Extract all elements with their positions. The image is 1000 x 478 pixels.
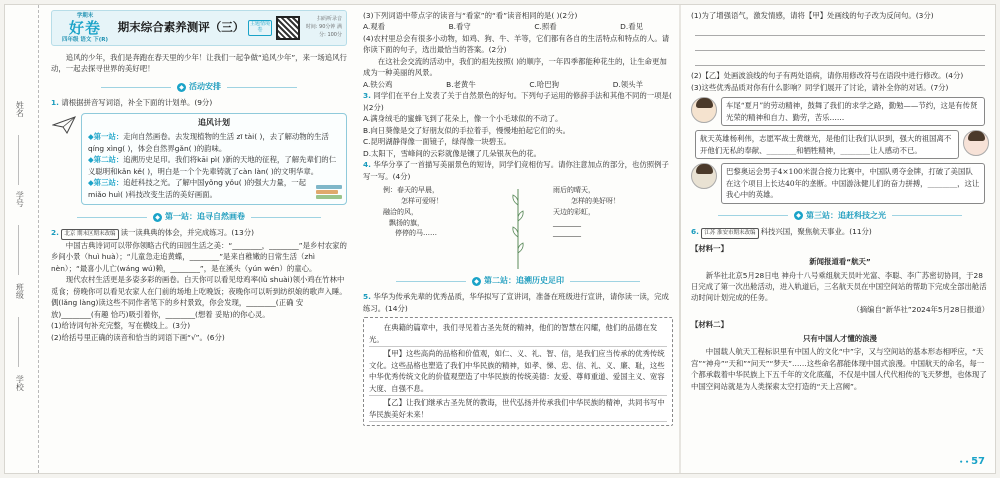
exam-header: [51, 10, 347, 46]
student-avatar-icon: [963, 130, 989, 156]
speech-paragraph: 【甲】这些高尚的品格和价值观，如仁、义、礼、智、信，是我们应当传承的优秀传统文化。这些品格也塑造了我们中华民族的精神，如孝、悌、忠、信、礼、义、廉、耻，这些中华优秀传统文化的价值观塑造了中华民族的传统美德：友爱、尊师重道、爱国主义、宽容大度、自强不息。: [369, 347, 667, 396]
binding-label-class: 班级: [15, 283, 25, 299]
poem-line: 例：春天的早晨，: [383, 186, 439, 195]
poem-line: 停停的马……: [395, 229, 437, 238]
question-4: [363, 159, 673, 182]
material-text: 新华社北京5月28日电 神舟十八号乘组航天员叶光富、李聪、李广苏密切协同，于28日完成了第一次出舱活动，进入轨道后，三名航天员在中国空间站的帮助下完成全部出舱活动时间计划完成的任务。: [691, 270, 987, 303]
option[interactable]: D.看见: [620, 22, 643, 32]
binding-line: [18, 317, 19, 367]
option[interactable]: B.老黄牛: [446, 79, 476, 89]
answer-line[interactable]: [695, 36, 985, 51]
question-stem: 华华为传承先辈的优秀品质，华华拟写了宣讲词，准备在班级进行宣讲，请你读一读，完成练习。(14分): [363, 292, 669, 313]
bullet-icon: ◆: [177, 83, 186, 92]
chat-row-1: [691, 97, 989, 126]
quote-text: 在这社会交流的活动中，我们的祖先按照( )的顺序，一年四季都能种花生的，让生命更加成为一种美丽的风景。: [363, 56, 667, 78]
book-icon: [316, 185, 342, 189]
stop-tag: ◆第三站：: [88, 178, 124, 188]
binding-label-id: 学号: [15, 191, 25, 207]
source-badge: 北京 期末区期末改编: [61, 229, 118, 240]
exam-sheet: [4, 4, 996, 474]
station-title: 活动安排: [189, 81, 221, 91]
speech-bubble: 车尾“夏月”的劳动精神，鼓舞了我们的求学之路，勤勉——节约，这是有传贤光荣的精神和自力、勤劳，苦乐……: [721, 97, 985, 126]
book-icon: [316, 195, 342, 199]
binding-line: [18, 225, 19, 275]
theme-stamp: 主题情境卷: [248, 20, 272, 36]
qr-caption: 扫码听录音: [316, 16, 342, 23]
chat-row-2: [691, 130, 989, 159]
options-row: [363, 21, 673, 32]
material-one: [691, 243, 989, 316]
page-number: • • 57: [959, 454, 985, 470]
left-column: [45, 5, 351, 473]
source-badge: 江苏 淮安市期末改编: [701, 228, 758, 239]
answer-line[interactable]: [695, 21, 985, 36]
question-number: 4.: [363, 160, 371, 170]
poem-line: 怎样的美好呀！: [571, 196, 620, 205]
plan-stop-1: [88, 131, 340, 154]
chat-row-3: [691, 163, 989, 203]
sub-question: (1)给诗词句补充完整，写在横线上。(3分): [51, 321, 191, 331]
question-6: [691, 226, 989, 239]
poem-line: 天边的彩虹，: [553, 207, 595, 216]
station-title: 第一站：追寻自然画卷: [165, 212, 245, 221]
speech-box: [363, 317, 673, 426]
qr-code-icon[interactable]: [276, 16, 300, 40]
question-1: [51, 97, 347, 108]
option[interactable]: C.哈巴狗: [529, 79, 560, 89]
bullet-icon: ◆: [472, 277, 481, 286]
sub-question: (1)为了增强语气，激发情感，请将【甲】处画线的句子改为反问句。(3分): [691, 11, 934, 20]
books-illustration: [316, 184, 342, 202]
paper-plane-icon: [52, 116, 76, 134]
option[interactable]: B.看守: [448, 22, 471, 32]
book-icon: [316, 190, 338, 194]
poem-line: 雨后的晴天，: [553, 186, 595, 195]
student-avatar-icon: [691, 163, 717, 189]
poem-blank[interactable]: ________: [553, 229, 581, 238]
material-title: 新闻报道看“航天”: [809, 257, 871, 267]
option[interactable]: A.满身绒毛的蜜蜂飞到了花朵上，像一个小毛球似的不动了。: [363, 114, 563, 124]
logo-text: 好卷: [68, 18, 101, 37]
plan-title: 追风计划: [198, 117, 230, 127]
question-5: [363, 291, 673, 314]
sprout-divider-icon: [511, 185, 525, 269]
example-poem: [383, 185, 443, 239]
binding-label-school: 学校: [15, 375, 25, 391]
student-poem: [553, 185, 620, 239]
material-title: 只有中国人才懂的浪漫: [803, 333, 877, 343]
station-title: 第二站：追溯历史足印: [484, 276, 564, 286]
page-spine: [679, 5, 681, 473]
poem-line: 怎样可爱呀！: [401, 196, 443, 205]
plan-card: [81, 113, 347, 205]
speech-bubble[interactable]: 巴黎奥运会男子4×100米混合接力比赛中，中国队勇夺金牌，打破了美国队在这个项目上长达40年的垄断。中国游泳健儿们的奋力拼搏，________，这让我心中的英雄。: [721, 163, 985, 203]
logo-sub: 四年级 语文 下(R): [61, 36, 109, 43]
sub-question: (2)【乙】处画波浪线的句子有两处语病，请你用修改符号在语段中进行修改。(4分): [691, 71, 964, 81]
bullet-icon: ◆: [794, 211, 803, 220]
material-label: 【材料一】: [691, 243, 728, 253]
question-2: [51, 227, 347, 240]
question-number: 2.: [51, 228, 59, 238]
option[interactable]: D.太阳下，雪峰间的云彩就像是镶了几朵银灰色的花。: [363, 148, 542, 158]
options-row: [363, 79, 673, 90]
sub-question: (2)给括号里正确的读音和恰当的词语下画“√”。(6分): [51, 332, 225, 342]
material-text: 中国载人航天工程标识里有中国人的文化“中”字，又与空间站的基本形态相呼应，“天宫”“神舟”“天和”“问天”“梦天”……这些命名都能体现中国式浪漫。中国航天的命名，每一个都承载着中华民族上下五千年的文化底蕴，不仅是中国人代代相传的飞天梦想，也体现了中国空间站就是为人类探索太空打造的“天上宫阙”。: [691, 347, 987, 391]
station-header-activity: [51, 81, 347, 93]
exam-meta: [300, 16, 342, 39]
question-stem: 华华分享了一首描写美丽景色的短诗，同学们竞相仿写。请你注意加点的部分，也仿照例子写一写。(4分): [363, 160, 669, 181]
option[interactable]: D.领头羊: [612, 79, 643, 89]
stop-text: 追溯历史足印。我们将kāi pì( )新的天地的征程，了解先辈们的仁义聪明和kǎn kě( )，明白是一个个先辈铸就了càn làn( )的文明华章。: [88, 155, 337, 176]
question-stem: 请根据拼音写词语，补全下面的计划单。(9分): [61, 98, 213, 108]
time-score: 时间: 90分钟 满分: 100分: [305, 24, 342, 38]
binding-line: [18, 135, 19, 185]
passage-paragraph: 中国古典诗词可以带你领略古代的田园生活之美：“________，________”是乡村农家的乡间小景（huì huà）；“儿童急走追黄蝶，________”是来自稚嫩的日常生活（zhì nèn）；“最喜小儿亡(wáng wú)赖，________”，是在溪头（yún wén）的童心。: [51, 240, 347, 273]
bullet-icon: ◆: [153, 213, 162, 222]
speech-paragraph: 在典籍的篇章中，我们寻见着古圣先贤的精神，他们的智慧在闪耀，他们的品德在发光。: [369, 321, 667, 347]
option[interactable]: B.向日葵像是交了好朋友似的手拉着手，慢慢地拍起它们的头。: [363, 125, 570, 135]
binding-margin: [5, 5, 39, 473]
middle-column: [357, 5, 677, 473]
material-two: [691, 319, 989, 392]
option[interactable]: C.昆明湖静得像一面镜子，绿得像一块碧玉。: [363, 137, 511, 147]
student-avatar-icon: [691, 97, 717, 123]
option[interactable]: A.观看: [363, 22, 386, 32]
stop-text: 走向自然画卷。去发现植物的生活 zī tài( )，去了解动物的生活 qíng xìng( )，体会自然界ɡǎn( )的韵味。: [88, 132, 329, 153]
answer-line[interactable]: [695, 51, 985, 66]
stop-text: 追赶科技之光。了解中国yǒng yǒu( )的强大力量，一起miǎo huì( )科技改变生活的美好画面。: [88, 178, 306, 199]
option[interactable]: C.照看: [534, 22, 557, 32]
question-3: [363, 90, 673, 113]
speech-bubble[interactable]: 航天英雄杨利伟，志愿军战士黄继光，是他们让我们认识到，强大的祖国离不开他们无私的奉献、________和牺牲精神，________让人感动不已。: [695, 130, 959, 159]
passage-paragraph: 现代农村生活更是多姿多彩的画卷。白天你可以看见母鸡率(lǜ shuài)领小鸡在竹林中觅食；傍晚你可以看见农家人在门前的场地上吃晚饭；夜晚你可以听到纺织娘的歌声入睡。偶(lǎng làng)读这些不同作者笔下的乡村景致，你会发现，________(正确 安放)________(有趣 恰巧)吸引着你，________(想着 妥贴)的你心灵。: [51, 275, 347, 319]
question-number: 5.: [363, 292, 371, 302]
poem-line: 飘扬的旗，: [389, 218, 424, 227]
speech-paragraph: 【乙】让我们继承古圣先贤的教诲，世代弘扬并传承我们中华民族的精神，共同书写中华民族美好未来！: [369, 396, 667, 422]
station-header-3: [691, 210, 989, 222]
intro-text: 追风的少年，我们是奔跑在春天里的少年！让我们一起争做“追风少年”，来一场追风行动，一起去探寻世界的美好吧！: [51, 53, 347, 74]
station-header-2: [363, 275, 673, 287]
question-stem: 同学们在平台上发表了关于自然景色的好句。下列句子运用的修辞手法和其他不同的一项是( )(2分): [363, 91, 672, 112]
poem-area: [363, 185, 673, 269]
station-header-1: [51, 211, 347, 223]
station-title: 第三站：追赶科技之光: [806, 210, 886, 220]
sub-question-3: (3)下列词语中带点字的读音与“看家”的“看”读音相同的是( )(2分): [363, 11, 578, 20]
material-source: （摘编自“新华社”2024年5月28日报道）: [852, 304, 989, 314]
question-number: 1.: [51, 98, 59, 108]
logo-top: 学期末: [76, 12, 94, 19]
stop-tag: ◆第二站：: [88, 155, 124, 165]
sub-question: (3)这些优秀品质对你有什么影响？同学们展开了讨论，请补全你的对话。(7分): [691, 82, 949, 92]
material-label: 【材料二】: [691, 320, 728, 330]
sub-question-4: (4)农村里总会有很多小动物，如鸡、狗、牛、羊等，它们都有各自的生活特点和特点的人。请你读下面的句子，选出最恰当的答案。(2分): [363, 33, 670, 55]
right-column: [685, 5, 993, 473]
question-stem: 科技兴国，聚焦航天事业。(11分): [760, 227, 872, 237]
plan-stop-2: [88, 154, 340, 177]
option[interactable]: A.铁公鸡: [363, 79, 393, 89]
stop-tag: ◆第一站：: [88, 132, 124, 142]
exam-title: 期末综合素养测评（三）: [117, 20, 245, 35]
binding-label-name: 姓名: [15, 101, 25, 117]
plan-stop-3: [88, 177, 340, 200]
poem-blank[interactable]: ________: [553, 218, 581, 227]
question-number: 6.: [691, 227, 699, 237]
question-number: 3.: [363, 91, 371, 101]
question-stem: 读一读典典的体会，并完成练习。(13分): [120, 228, 254, 238]
brand-logo: [56, 12, 114, 44]
poem-line: 融洽的风，: [383, 207, 418, 216]
